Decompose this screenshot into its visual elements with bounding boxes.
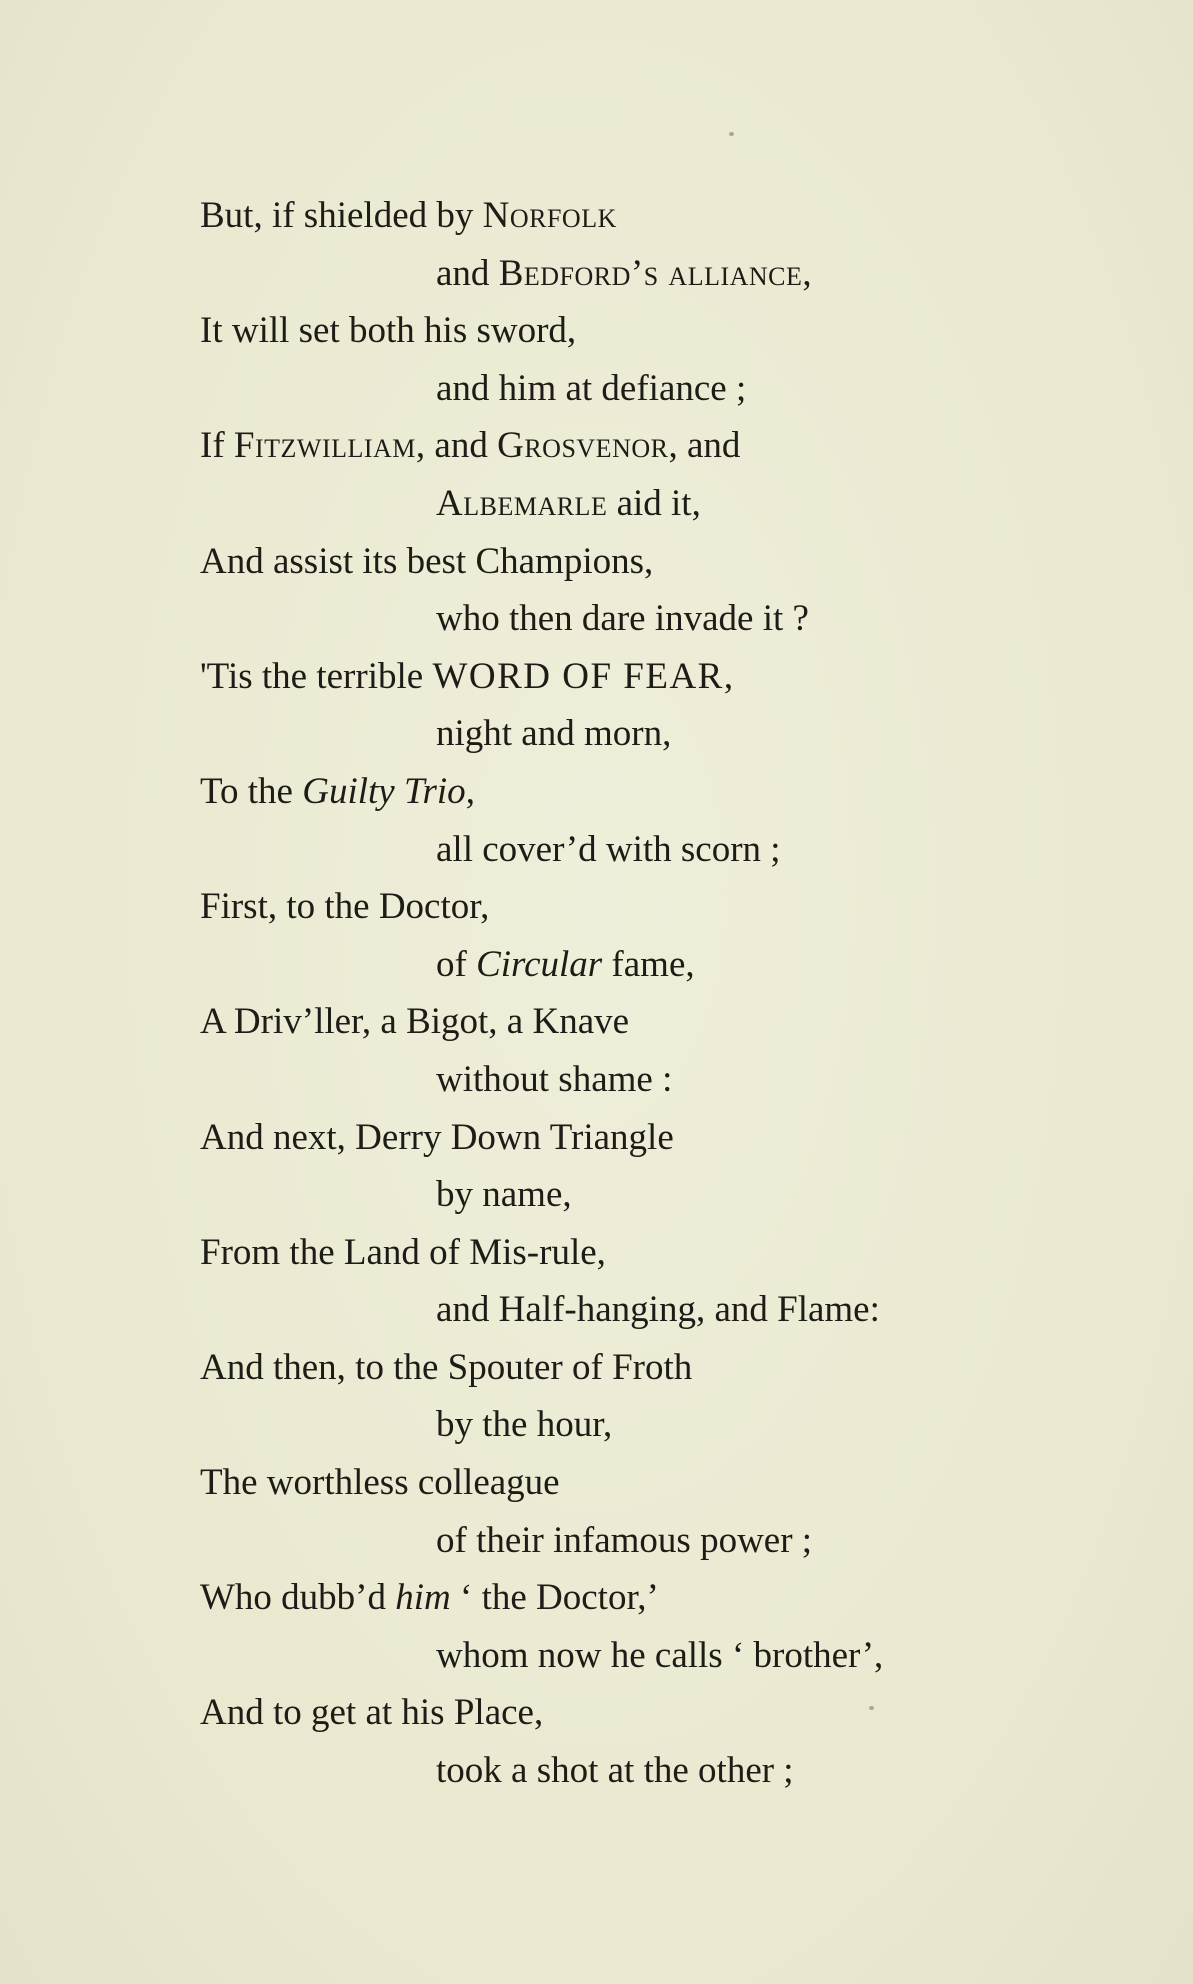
poem-line-segment: who then dare invade it ?: [436, 598, 809, 640]
poem-line-indented: [0, 1166, 1193, 1224]
poem-line-segment: It will set both his sword,: [200, 310, 577, 352]
poem-line: [0, 1224, 1193, 1282]
poem-line: [0, 763, 1193, 821]
poem-line-segment: Grosvenor: [497, 425, 669, 467]
poem-line-segment: , and: [668, 425, 741, 467]
paper-speck: [869, 1706, 874, 1710]
poem-line: [0, 1569, 1193, 1627]
poem-line-segment: ‘ the Doctor,’: [450, 1577, 659, 1619]
poem-line-segment: by name,: [436, 1174, 572, 1216]
poem-line-segment: took a shot at the other ;: [436, 1750, 794, 1792]
poem-line-segment: And then, to the Spouter of Froth: [200, 1346, 693, 1388]
poem-line-segment: WORD OF FEAR: [432, 655, 724, 697]
poem-line: [0, 1454, 1193, 1512]
poem-line-indented: [0, 475, 1193, 533]
poem-line-segment: by the hour,: [436, 1404, 613, 1446]
poem-line-indented: [0, 590, 1193, 648]
poem-line-segment: To the: [200, 770, 303, 812]
poem-line-indented: [0, 1281, 1193, 1339]
poem-line-indented: [0, 705, 1193, 763]
poem-line-indented: [0, 245, 1193, 303]
paper-speck: [729, 132, 734, 136]
poem-line: [0, 1684, 1193, 1742]
poem-line-segment: of: [436, 943, 477, 985]
poem-line: [0, 187, 1193, 245]
poem-line-segment: Albemarle: [436, 482, 608, 524]
poem-line-indented: [0, 821, 1193, 879]
poem-line: [0, 1339, 1193, 1397]
poem-line-segment: But, if shielded by: [200, 195, 483, 236]
poem-line-segment: ,: [465, 770, 475, 812]
poem-line-segment: ’s alliance,: [630, 252, 813, 294]
poem-line: [0, 648, 1193, 706]
poem-line-segment: Bedford: [498, 252, 631, 294]
poem-line: [0, 533, 1193, 591]
poem-text: [0, 187, 1193, 1800]
poem-line-segment: The worthless colleague: [200, 1462, 560, 1504]
poem-line-segment: A Driv’ller, a Bigot, a Knave: [200, 1001, 630, 1043]
poem-line-segment: And assist its best Champions,: [200, 540, 654, 582]
poem-line-indented: [0, 1627, 1193, 1685]
poem-line-indented: [0, 360, 1193, 418]
poem-line-indented: [0, 1396, 1193, 1454]
poem-line-segment: and him at defiance ;: [436, 367, 747, 409]
poem-line-segment: 'Tis the terrible: [200, 655, 433, 697]
poem-line-segment: and: [436, 252, 499, 294]
poem-line-segment: If: [200, 425, 234, 467]
poem-line-segment: aid it,: [607, 482, 701, 524]
poem-line-segment: Norfolk: [482, 195, 617, 236]
poem-line-segment: whom now he calls ‘ brother’,: [436, 1634, 884, 1676]
poem-line-segment: and Half-hanging, and Flame:: [436, 1289, 880, 1331]
poem-line: [0, 993, 1193, 1051]
poem-line-segment: And to get at his Place,: [200, 1692, 544, 1734]
poem-line-indented: [0, 1742, 1193, 1800]
poem-line: [0, 878, 1193, 936]
poem-line-segment: Guilty Trio: [302, 770, 466, 812]
poem-line-segment: , and: [415, 425, 498, 467]
poem-line-segment: of their infamous power ;: [436, 1519, 813, 1561]
poem-line-segment: fame,: [602, 943, 695, 985]
poem-line-segment: Who dubb’d: [200, 1577, 396, 1619]
poem-line-segment: all cover’d with scorn ;: [436, 828, 781, 870]
poem-line: [0, 1109, 1193, 1167]
poem-line-segment: And next, Derry Down Triangle: [200, 1116, 674, 1158]
poem-line: [0, 417, 1193, 475]
poem-line: [0, 302, 1193, 360]
poem-line-segment: him: [395, 1577, 451, 1619]
poem-line-indented: [0, 1512, 1193, 1570]
poem-line-segment: night and morn,: [436, 713, 672, 755]
poem-line-segment: From the Land of Mis-rule,: [200, 1231, 606, 1273]
poem-line-segment: ,: [723, 655, 734, 697]
poem-line-segment: without shame :: [436, 1058, 673, 1100]
poem-line-indented: [0, 936, 1193, 994]
poem-line-segment: First, to the Doctor,: [200, 886, 490, 928]
poem-line-indented: [0, 1051, 1193, 1109]
poem-line-segment: Fitzwilliam: [233, 425, 416, 467]
poem-line-segment: Circular: [476, 943, 603, 985]
